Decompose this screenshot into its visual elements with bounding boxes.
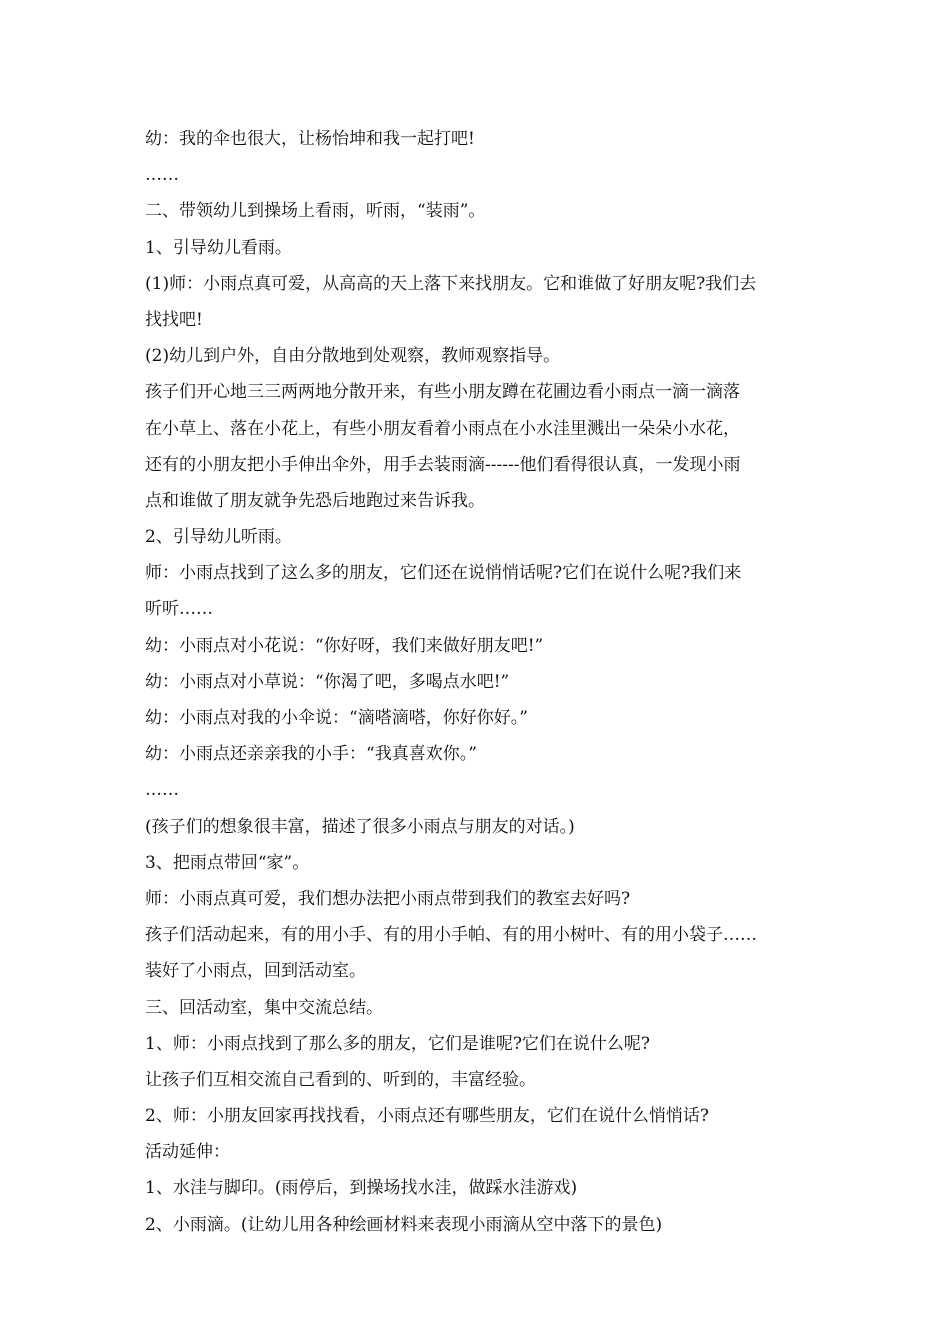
text-line: 师：小雨点真可爱，我们想办法把小雨点带到我们的教室去好吗? — [145, 888, 631, 909]
text-line: 2、引导幼儿听雨。 — [145, 527, 292, 548]
section-heading: 二、带领幼儿到操场上看雨，听雨，“装雨”。 — [145, 201, 486, 222]
text-line: 幼：小雨点对小草说：“你渴了吧，多喝点水吧!” — [145, 671, 510, 692]
text-line: 听听…… — [145, 599, 213, 620]
text-line: 1、引导幼儿看雨。 — [145, 237, 292, 258]
text-line: 幼：我的伞也很大，让杨怡坤和我一起打吧! — [145, 129, 475, 149]
document-body — [145, 121, 815, 1243]
section-heading: 三、回活动室，集中交流总结。 — [145, 997, 383, 1018]
text-line: 幼：小雨点还亲亲我的小手：“我真喜欢你。” — [145, 744, 477, 765]
text-line: 师：小雨点找到了这么多的朋友，它们还在说悄悄话呢?它们在说什么呢?我们来 — [145, 563, 742, 584]
text-line: 幼：小雨点对小花说：“你好呀，我们来做好朋友吧!” — [145, 635, 544, 656]
text-line: 在小草上、落在小花上，有些小朋友看着小雨点在小水洼里溅出一朵朵小水花， — [145, 418, 740, 439]
section-heading: 活动延伸： — [145, 1142, 230, 1163]
text-line: (2)幼儿到户外，自由分散地到处观察，教师观察指导。 — [145, 346, 561, 367]
text-line: 2、师：小朋友回家再找找看，小雨点还有哪些朋友，它们在说什么悄悄话? — [145, 1106, 709, 1127]
text-line: 3、把雨点带回“家”。 — [145, 852, 310, 873]
text-line: (1)师：小雨点真可爱，从高高的天上落下来找朋友。它和谁做了好朋友呢?我们去 — [145, 273, 757, 294]
text-line: 孩子们开心地三三两两地分散开来，有些小朋友蹲在花圃边看小雨点一滴一滴落 — [145, 382, 740, 403]
text-line: (孩子们的想象很丰富，描述了很多小雨点与朋友的对话。) — [145, 816, 575, 837]
text-line: 幼：小雨点对我的小伞说：“滴嗒滴嗒，你好你好。” — [145, 708, 528, 728]
text-line: 2、小雨滴。(让幼儿用各种绘画材料来表现小雨滴从空中落下的景色) — [145, 1214, 663, 1235]
text-line: …… — [145, 165, 179, 186]
text-line: 孩子们活动起来，有的用小手、有的用小手帕、有的用小树叶、有的用小袋子…… — [145, 925, 757, 946]
text-line: 装好了小雨点，回到活动室。 — [145, 961, 366, 982]
text-line: 1、师：小雨点找到了那么多的朋友，它们是谁呢?它们在说什么呢? — [145, 1033, 651, 1054]
text-line: 1、水洼与脚印。(雨停后，到操场找水洼，做踩水洼游戏) — [145, 1178, 578, 1199]
text-line: 点和谁做了朋友就争先恐后地跑过来告诉我。 — [145, 490, 485, 511]
text-line: 还有的小朋友把小手伸出伞外，用手去装雨滴------他们看得很认真，一发现小雨 — [145, 454, 741, 475]
text-line: 找找吧! — [145, 309, 203, 330]
text-line: 让孩子们互相交流自己看到的、听到的，丰富经验。 — [145, 1069, 536, 1090]
text-line: …… — [145, 780, 179, 801]
